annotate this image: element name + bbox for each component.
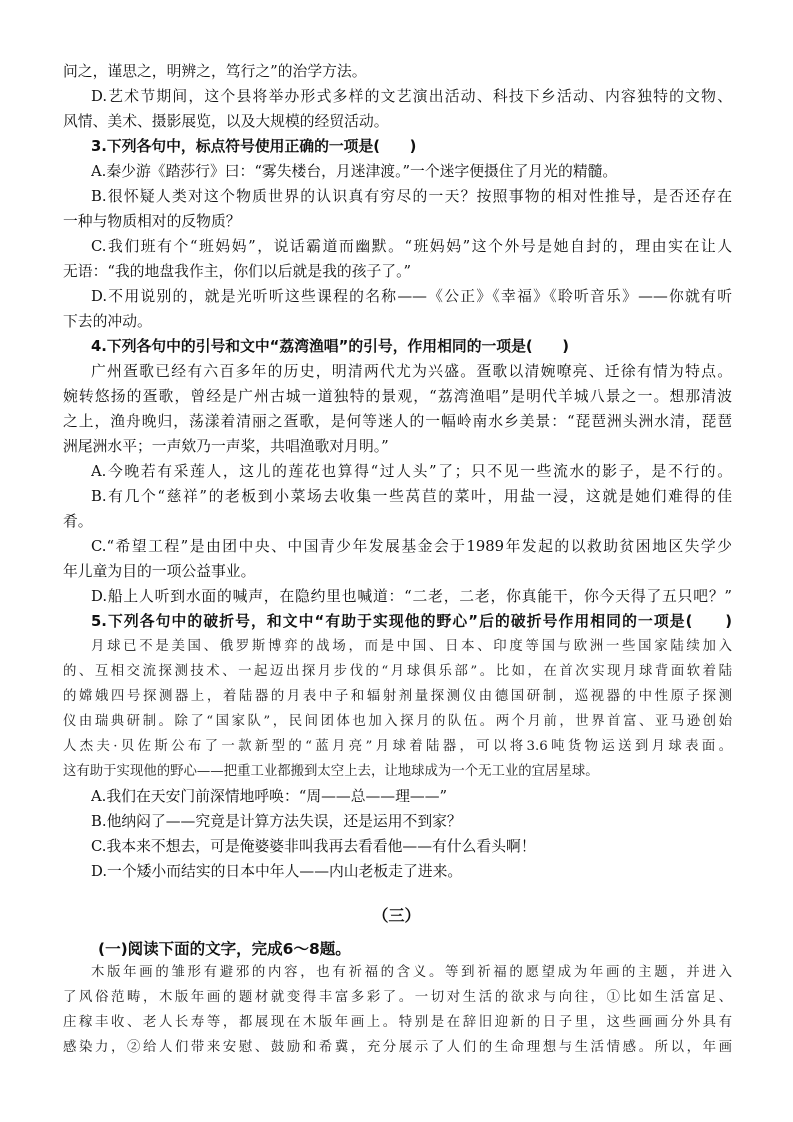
- option-d: D.船上人听到水面的喊声，在隐约里也喊道：“二老，二老，你真能干，你今天得了五只吧？”: [91, 588, 732, 605]
- option-d: D.一个矮小而结实的日本中年人——内山老板走了进来。: [91, 863, 463, 880]
- passage-line: 仪由瑞典研制。除了“国家队”，民间团体也加入探月的队伍。两个月前，世界首富、亚马逊创始: [63, 714, 732, 729]
- passage-line: 这有助于实现他的野心——把重工业都搬到太空上去，让地球成为一个无工业的宜居星球。: [63, 764, 599, 779]
- option-d: D.不用说别的，就是光听听这些课程的名称——《公正》《幸福》《聆听音乐》——你就有听: [91, 288, 732, 305]
- passage-line: 木版年画的雏形有避邪的内容，也有祈福的含义。等到祈福的愿望成为年画的主题，并进入: [91, 965, 732, 980]
- question-5-heading: 5.下列各句中的破折号，和文中“有助于实现他的野心”后的破折号作用相同的一项是( ): [91, 613, 732, 630]
- text-line: 问之，谨思之，明辨之，笃行之”的治学方法。: [63, 63, 367, 80]
- option-b: B.有几个“慈祥”的老板到小菜场去收集一些莴苣的菜叶，用盐一浸，这就是她们难得的佳: [91, 488, 732, 505]
- passage-line: 月球已不是美国、俄罗斯博弈的战场，而是中国、日本、印度等国与欧洲一些国家陆续加入: [91, 639, 732, 654]
- text-line: 肴。: [63, 513, 93, 530]
- text-line: 年儿童为目的一项公益事业。: [63, 563, 256, 580]
- passage-line: 感染力，②给人们带来安慰、鼓励和希冀，充分展示了人们的生命理想与生活情感。所以，年画: [63, 1040, 732, 1055]
- passage-line: 之上，渔舟晚归，荡漾着清丽之疍歌，是何等迷人的一幅岭南水乡美景：“琵琶洲头洲水清，琵琶: [63, 413, 732, 430]
- text-line: 一种与物质相对的反物质？: [63, 213, 241, 230]
- reading-instruction: (一)阅读下面的文字，完成6～8题。: [98, 940, 351, 958]
- passage-line: 的、互相交流探测技术、一起迈出探月步伐的“月球俱乐部”。比如，在首次实现月球背面软着陆: [63, 664, 732, 679]
- option-a: A.秦少游《踏莎行》曰：“雾失楼台，月迷津渡。”一个迷字便摄住了月光的精髓。: [91, 163, 618, 180]
- option-d: D.艺术节期间，这个县将举办形式多样的文艺演出活动、科技下乡活动、内容独特的文物、: [91, 88, 732, 105]
- option-b: B.很怀疑人类对这个物质世界的认识真有穷尽的一天？按照事物的相对性推导，是否还存在: [91, 188, 732, 205]
- option-a: A.我们在天安门前深情地呼唤：“周——总——理——”: [91, 788, 448, 805]
- question-3-heading: 3.下列各句中，标点符号使用正确的一项是( ): [91, 138, 417, 155]
- passage-line: 广州疍歌已经有六百多年的历史，明清两代尤为兴盛。疍歌以清婉嘹亮、迁徐有情为特点。: [91, 363, 732, 380]
- section-heading: （三）: [372, 906, 421, 925]
- option-c: C.我们班有个“班妈妈”，说话霸道而幽默。“班妈妈”这个外号是她自封的，理由实在让人: [91, 238, 732, 255]
- passage-line: 人杰夫·贝佐斯公布了一款新型的“蓝月亮”月球着陆器，可以将3.6吨货物运送到月球表面。: [63, 739, 732, 754]
- question-4-heading: 4.下列各句中的引号和文中“荔湾渔唱”的引号，作用相同的一项是( ): [91, 338, 570, 355]
- passage-line: 的嫦娥四号探测器上，着陆器的月表中子和辐射剂量探测仪由德国研制，巡视器的中性原子探测: [63, 689, 732, 704]
- passage-line: 了风俗范畴，木版年画的题材就变得丰富多彩了。一切对生活的欲求与向往，①比如生活富足、: [63, 990, 732, 1005]
- option-c: C.“希望工程”是由团中央、中国青少年发展基金会于1989年发起的以救助贫困地区失学少: [91, 538, 732, 555]
- text-line: 下去的冲动。: [63, 313, 152, 330]
- option-c: C.我本来不想去，可是俺婆婆非叫我再去看看他——有什么看头啊！: [91, 838, 536, 855]
- passage-line: 庄稼丰收、老人长寿等，都展现在木版年画上。特别是在辞旧迎新的日子里，这些画画分外具有: [63, 1015, 732, 1030]
- passage-line: 洲尾洲水平；一声欸乃一声桨，共唱渔歌对月明。”: [63, 438, 389, 455]
- text-line: 风情、美术、摄影展览，以及大规模的经贸活动。: [63, 113, 389, 130]
- option-a: A.今晚若有采莲人，这儿的莲花也算得“过人头”了；只不见一些流水的影子，是不行的。: [91, 463, 732, 480]
- option-b: B.他纳闷了——究竟是计算方法失误，还是运用不到家？: [91, 813, 462, 830]
- text-line: 无语：“我的地盘我作主，你们以后就是我的孩子了。”: [63, 263, 412, 280]
- passage-line: 婉转悠扬的疍歌，曾经是广州古城一道独特的景观，“荔湾渔唱”是明代羊城八景之一。想那清波: [63, 388, 732, 405]
